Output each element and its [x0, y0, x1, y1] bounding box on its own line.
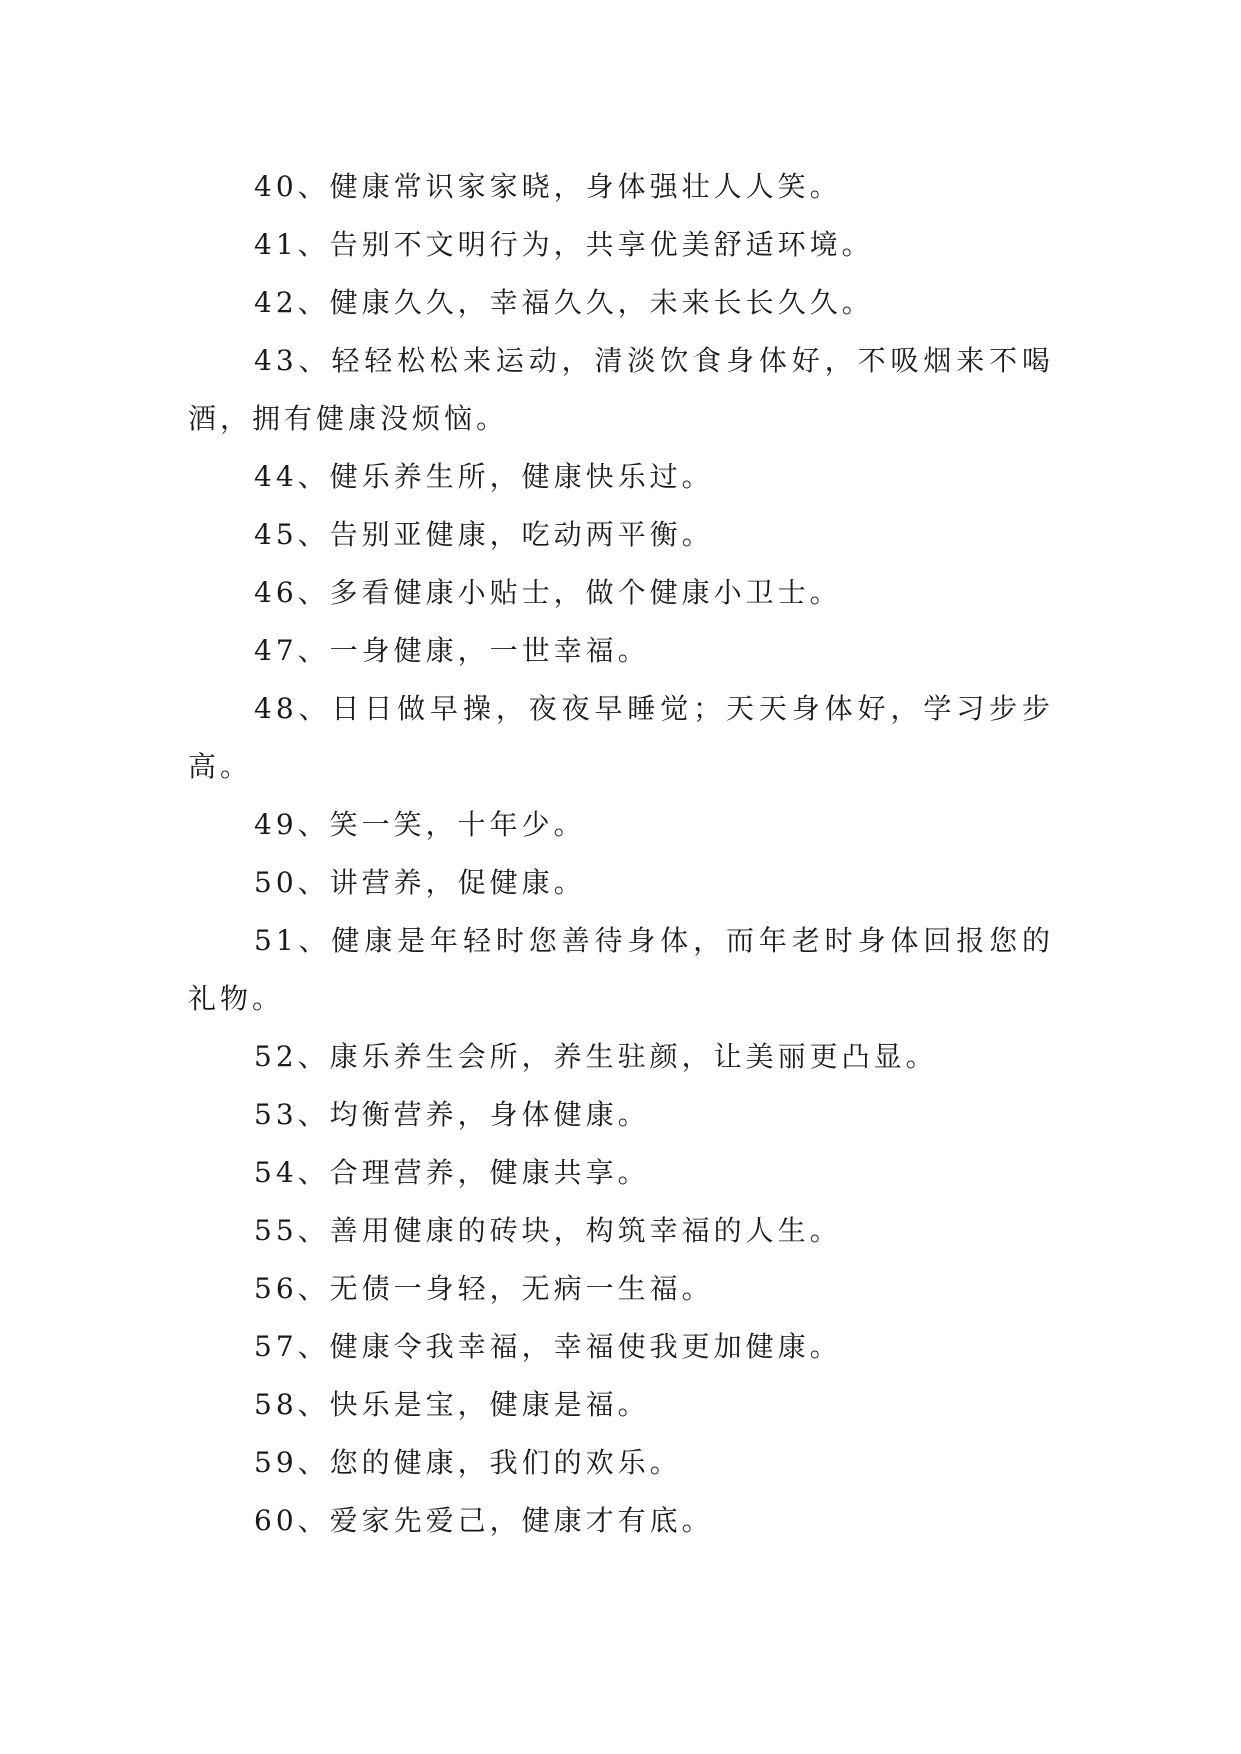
- slogan-item: 57、健康令我幸福，幸福使我更加健康。: [254, 1330, 842, 1363]
- slogan-item: 52、康乐养生会所，养生驻颜，让美丽更凸显。: [254, 1040, 938, 1073]
- slogan-item: 40、健康常识家家晓，身体强壮人人笑。: [254, 170, 842, 203]
- slogan-item: 56、无债一身轻，无病一生福。: [254, 1272, 714, 1305]
- slogan-item: 45、告别亚健康，吃动两平衡。: [254, 518, 714, 551]
- slogan-item: 55、善用健康的砖块，构筑幸福的人生。: [254, 1214, 842, 1247]
- slogan-item: 50、讲营养，促健康。: [254, 866, 586, 899]
- slogan-item: 59、您的健康，我们的欢乐。: [254, 1446, 682, 1479]
- slogan-item: 53、均衡营养，身体健康。: [254, 1098, 650, 1131]
- slogan-item: 47、一身健康，一世幸福。: [254, 634, 650, 667]
- slogan-item: 46、多看健康小贴士，做个健康小卫士。: [254, 576, 842, 609]
- slogan-item: 54、合理营养，健康共享。: [254, 1156, 650, 1189]
- slogan-item: 49、笑一笑，十年少。: [254, 808, 586, 841]
- slogan-item: 60、爱家先爱己，健康才有底。: [254, 1504, 714, 1537]
- slogan-item: 51、健康是年轻时您善待身体，而年老时身体回报您的礼物。: [188, 924, 1054, 1015]
- slogan-list: [188, 158, 1054, 1550]
- slogan-item: 41、告别不文明行为，共享优美舒适环境。: [254, 228, 874, 261]
- slogan-item: 43、轻轻松松来运动，清淡饮食身体好，不吸烟来不喝酒，拥有健康没烦恼。: [188, 344, 1054, 435]
- slogan-item: 58、快乐是宝，健康是福。: [254, 1388, 650, 1421]
- slogan-item: 48、日日做早操，夜夜早睡觉；天天身体好，学习步步高。: [188, 692, 1054, 783]
- slogan-item: 44、健乐养生所，健康快乐过。: [254, 460, 714, 493]
- slogan-item: 42、健康久久，幸福久久，未来长长久久。: [254, 286, 874, 319]
